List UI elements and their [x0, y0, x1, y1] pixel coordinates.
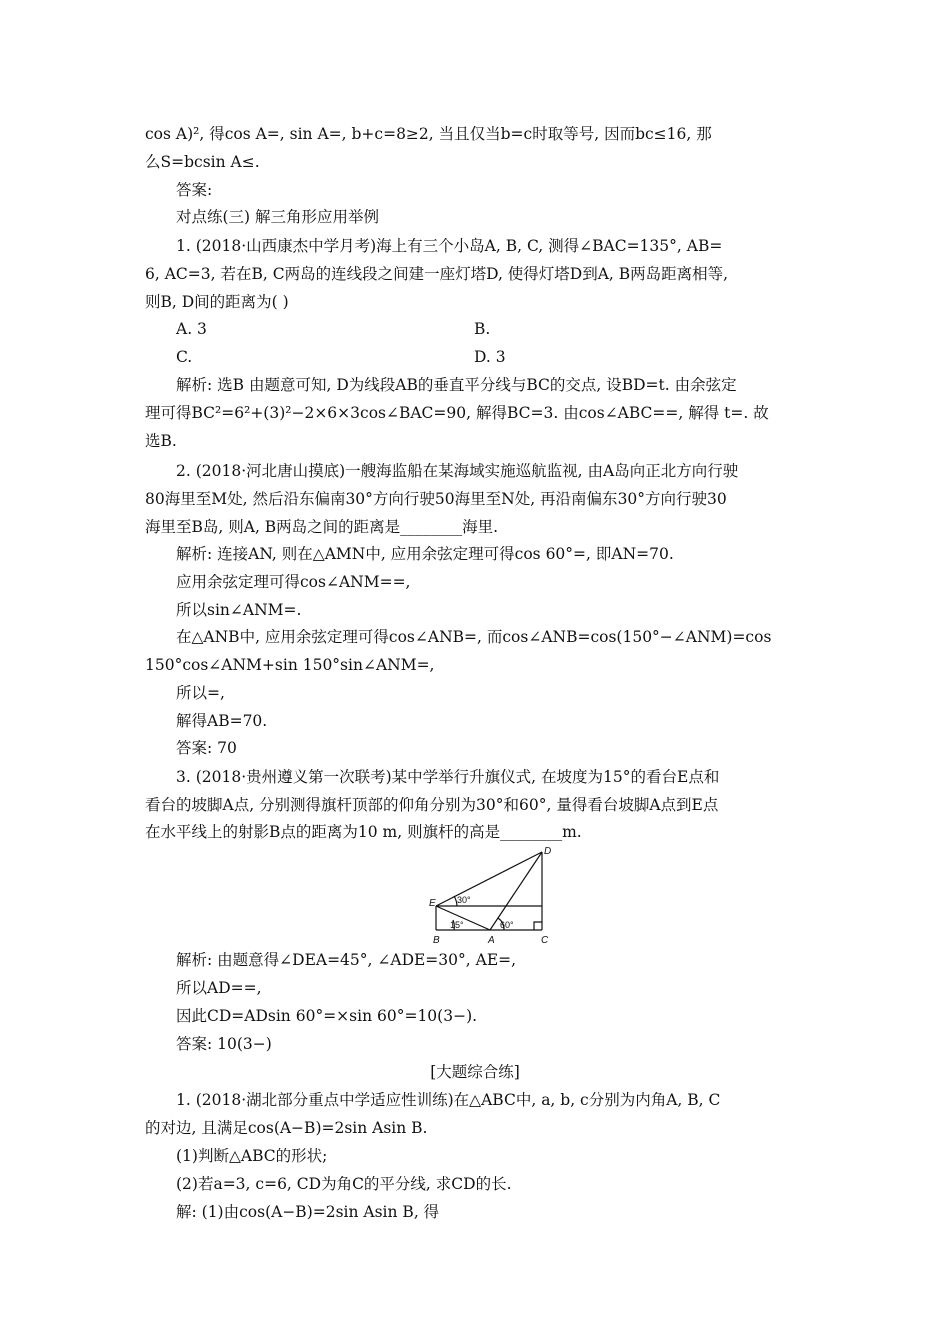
option-a: A. 3: [176, 320, 207, 338]
option-b: B.: [474, 320, 491, 338]
sub-question: (2)若a=3, c=6, CD为角C的平分线, 求CD的长.: [176, 1175, 512, 1193]
option-c: C.: [176, 348, 193, 366]
label-a: A: [488, 935, 495, 946]
angle-15: 15°: [450, 920, 464, 930]
answer-text: 答案: 70: [176, 739, 237, 757]
angle-60: 60°: [500, 920, 514, 930]
text-line: 所以=,: [176, 684, 225, 702]
sub-question: (1)判断△ABC的形状;: [176, 1147, 328, 1165]
question-2: 2. (2018·河北唐山摸底)一艘海监船在某海域实施巡航监视, 由A岛向正北方向行驶: [176, 462, 739, 480]
label-b: B: [433, 935, 440, 946]
text-line: 80海里至M处, 然后沿东偏南30°方向行驶50海里至N处, 再沿南偏东30°方向行驶30: [145, 490, 727, 508]
text-line: 选B.: [145, 432, 177, 450]
text-line: 150°cos∠ANM+sin 150°sin∠ANM=,: [145, 656, 435, 674]
question-1: 1. (2018·山西康杰中学月考)海上有三个小岛A, B, C, 测得∠BAC=135°, AB=: [176, 237, 723, 255]
flagpole-figure: [424, 842, 564, 946]
text-line: 所以sin∠ANM=.: [176, 601, 302, 619]
solution-text: 解析: 选B 由题意可知, D为线段AB的垂直平分线与BC的交点, 设BD=t. 由余弦定: [176, 376, 737, 394]
text-line: 的对边, 且满足cos(A−B)=2sin Asin B.: [145, 1119, 428, 1137]
text-line: 理可得BC²=6²+(3)²−2×6×3cos∠BAC=90, 解得BC=3. 由cos∠ABC==, 解得 t=. 故: [145, 404, 769, 422]
text-line: 在水平线上的射影B点的距离为10 m, 则旗杆的高是________m.: [145, 823, 582, 841]
text-line: 海里至B岛, 则A, B两岛之间的距离是________海里.: [145, 518, 499, 536]
question-3: 3. (2018·贵州遵义第一次联考)某中学举行升旗仪式, 在坡度为15°的看台E点和: [176, 768, 720, 786]
text-line: 所以AD==,: [176, 979, 262, 997]
solution-text: 解析: 连接AN, 则在△AMN中, 应用余弦定理可得cos 60°=, 即AN=70.: [176, 545, 674, 563]
text-line: 在△ANB中, 应用余弦定理可得cos∠ANB=, 而cos∠ANB=cos(150°−∠ANM)=cos: [176, 628, 772, 646]
text-line: 么S=bcsin A≤.: [145, 153, 260, 171]
label-d: D: [544, 846, 552, 857]
answer-text: 答案: 10(3−): [176, 1035, 272, 1053]
text-line: 6, AC=3, 若在B, C两岛的连线段之间建一座灯塔D, 使得灯塔D到A, B两岛距离相等,: [145, 265, 729, 283]
section-heading: 对点练(三) 解三角形应用举例: [176, 208, 380, 226]
label-c: C: [541, 935, 549, 946]
solution-text: 解析: 由题意得∠DEA=45°, ∠ADE=30°, AE=,: [176, 951, 517, 969]
big-question-1: 1. (2018·湖北部分重点中学适应性训练)在△ABC中, a, b, c分别为内角A, B, C: [176, 1091, 721, 1109]
text-line: 应用余弦定理可得cos∠ANM==,: [176, 573, 411, 591]
text-line: 则B, D间的距离为( ): [145, 293, 289, 311]
solution-text: 解: (1)由cos(A−B)=2sin Asin B, 得: [176, 1203, 440, 1221]
angle-30: 30°: [457, 895, 471, 905]
text-line: 因此CD=ADsin 60°=×sin 60°=10(3−).: [176, 1007, 478, 1025]
answer-label: 答案:: [176, 181, 213, 199]
text-line: 看台的坡脚A点, 分别测得旗杆顶部的仰角分别为30°和60°, 量得看台坡脚A点到E点: [145, 796, 719, 814]
section-heading: [大题综合练]: [430, 1063, 520, 1081]
label-e: E: [429, 898, 436, 909]
text-line: 解得AB=70.: [176, 712, 268, 730]
option-d: D. 3: [474, 348, 506, 366]
text-line: cos A)², 得cos A=, sin A=, b+c=8≥2, 当且仅当b=c时取等号, 因而bc≤16, 那: [145, 125, 712, 143]
